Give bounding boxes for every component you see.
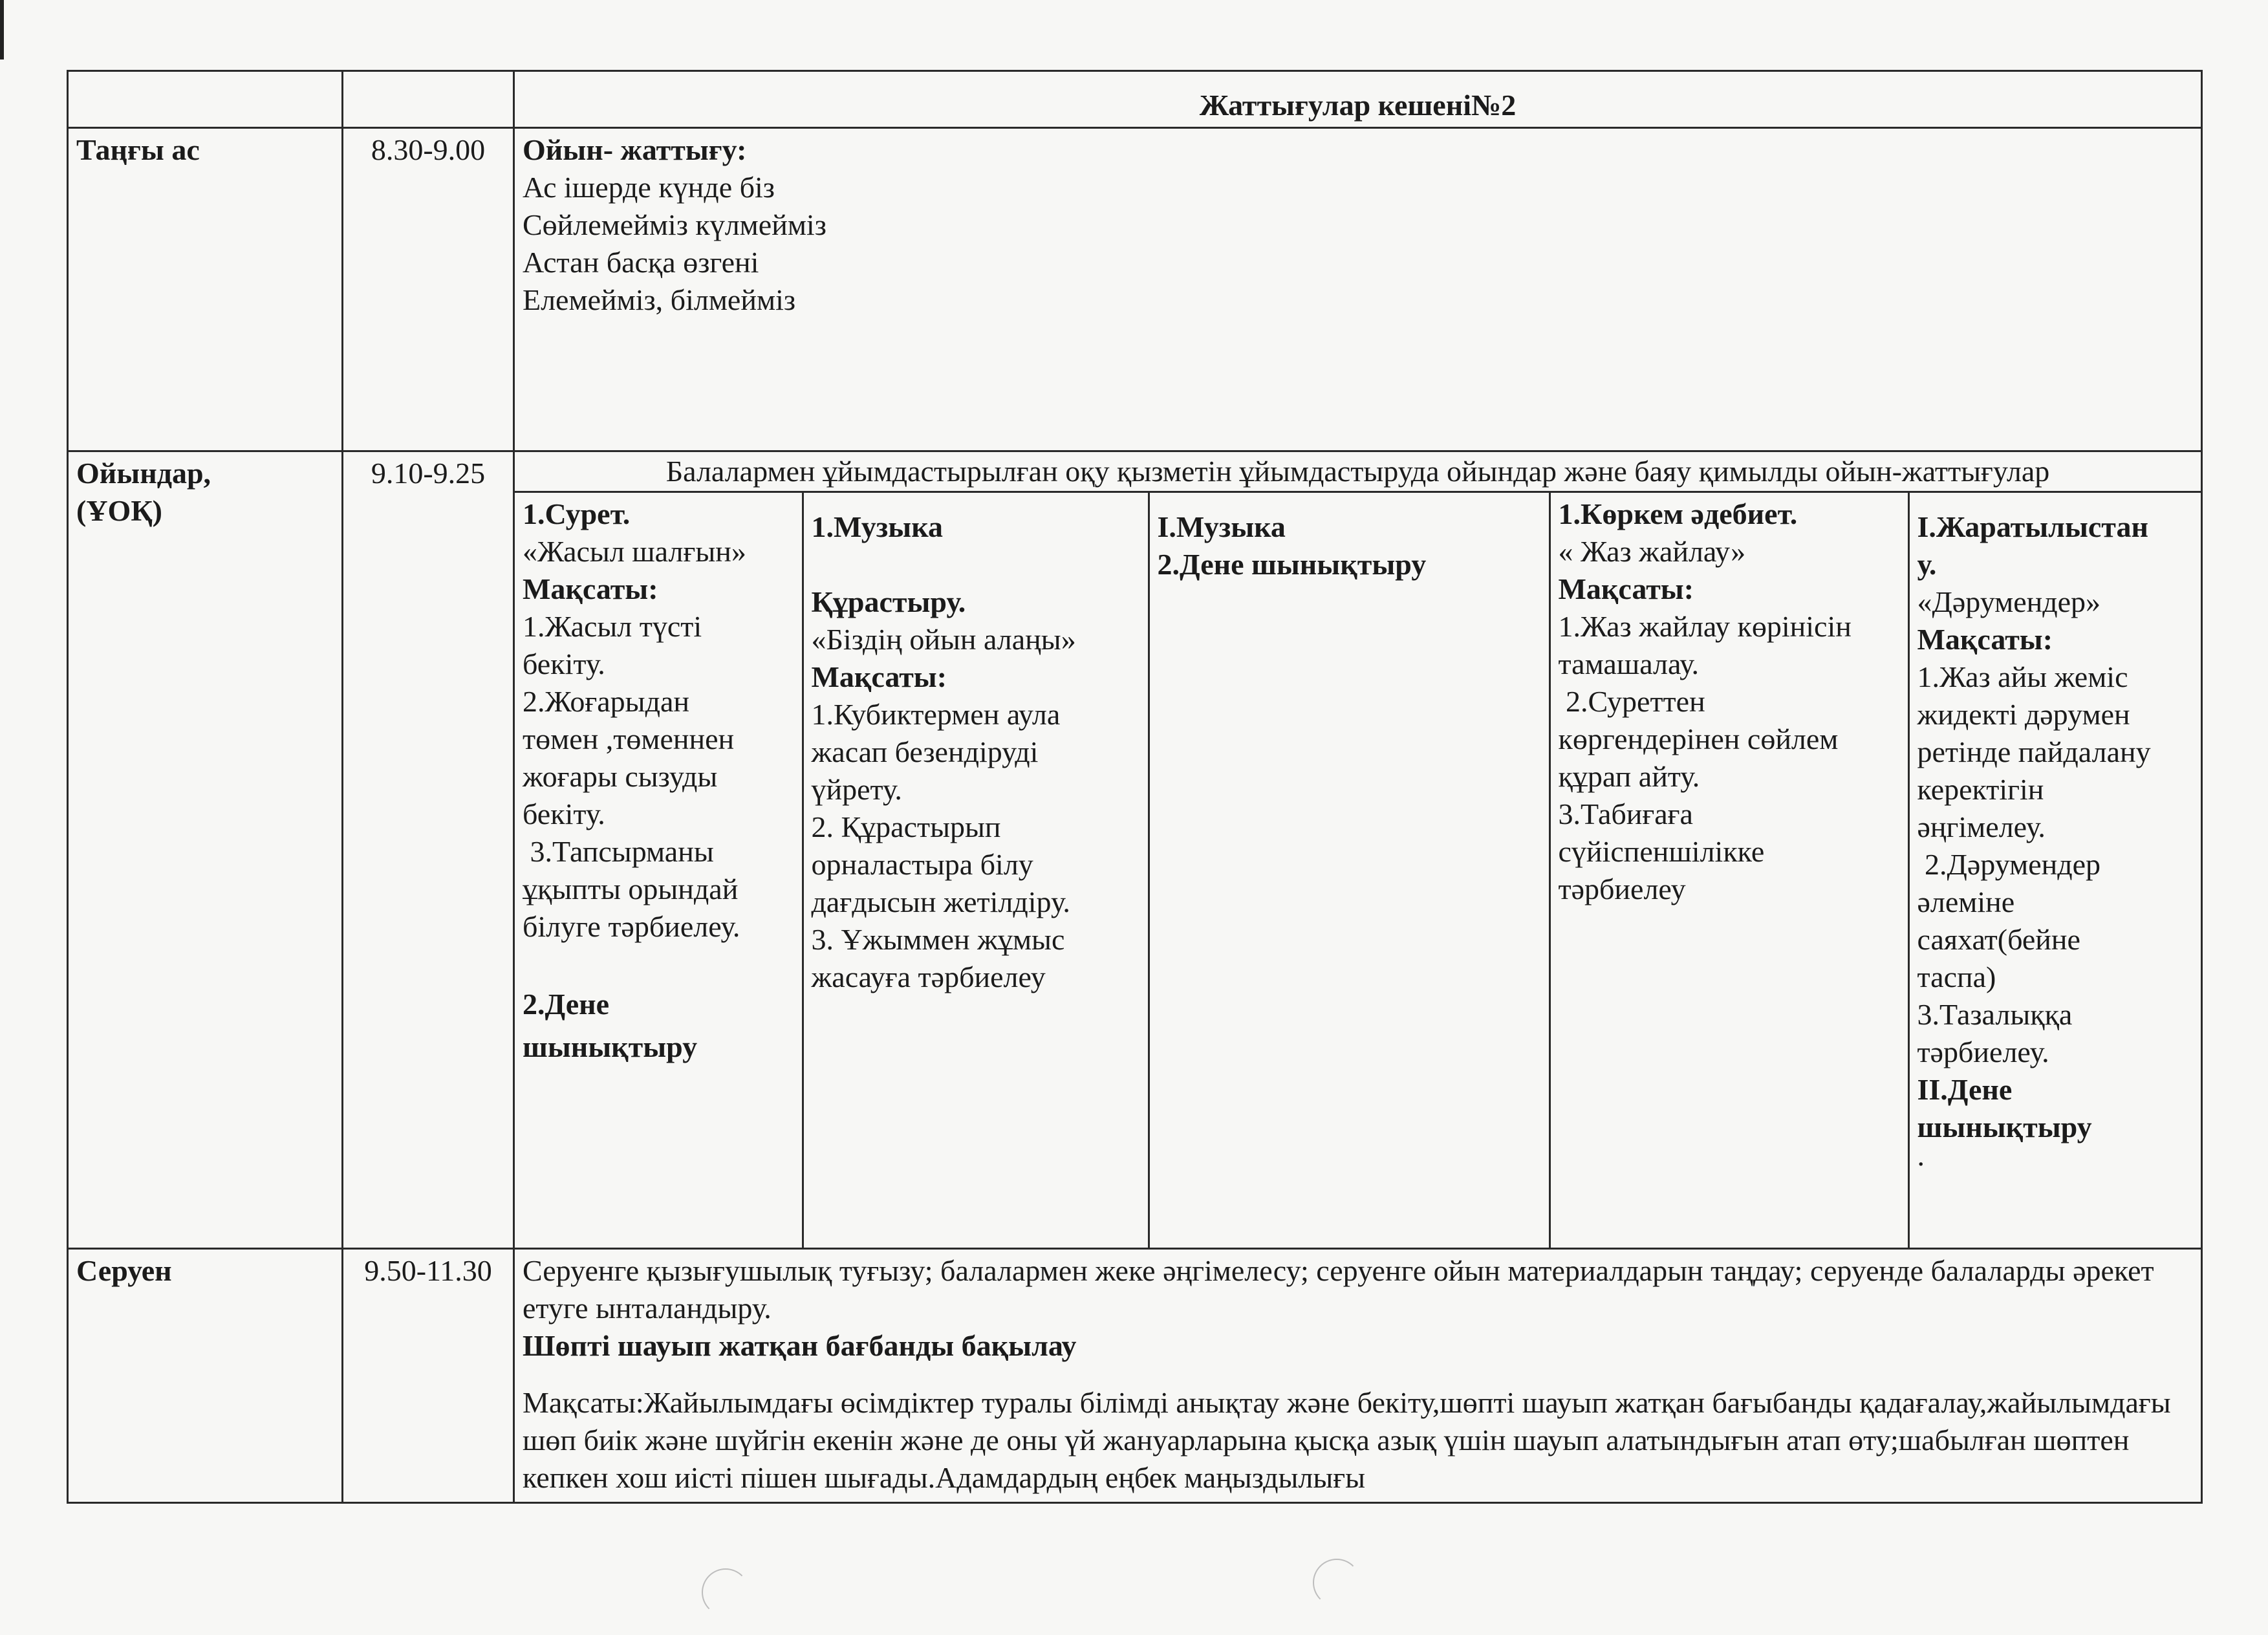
breakfast-time: 8.30-9.00 [343,128,514,451]
walk-intro: Серуенге қызығушылық туғызу; балалармен жеке әңгімелесу; серуенге ойын материалдарын таңдау; серуенде балаларды әрекет етуге ынталандыру. [523,1254,2154,1325]
walk-content [514,1249,2202,1503]
binder-hole-left [702,1568,750,1616]
goal-item: құрап айту. [1558,760,1700,793]
breakfast-heading: Ойын- жаттығу: [523,133,747,166]
scan-edge-mark [0,0,4,60]
breakfast-content [514,128,2202,451]
walk-goal: Мақсаты:Жайылымдағы өсімдіктер туралы білімді анықтау және бекіту,шөпті шауып жатқан бағыбанды қадағалау,жайылымдағы шөп биік және шүйгін екенін және де оны үй жануарларына қысқа азық үшін шауып алатындығын атап өту;шабылған шөптен кепкен хош иісті пішен шығады.Адамдардың еңбек маңыздылығы [523,1386,2171,1494]
rhyme-line: Елемейміз, білмейміз [523,283,796,316]
lesson-topic: «Жасыл шалғын» [523,535,746,568]
lesson-column-4 [1550,493,1908,1248]
lesson-topic: « Жаз жайлау» [1558,535,1746,568]
goal-item: тәрбиелеу. [1917,1035,2049,1068]
goal-item: 2. Құрастырып [811,810,1001,843]
games-content [514,451,2202,1249]
goal-item: 3.Тапсырманы [523,835,714,868]
goal-item: тәрбиелеу [1558,872,1686,905]
lesson-subtitle: Құрастыру. [811,585,966,618]
goal-item: 1.Жасыл түсті [523,610,702,643]
goal-item: төмен ,төменнен [523,722,735,755]
exercise-complex-title: Жаттығулар кешені№2 [514,71,2202,128]
extra-subject: II.Дене [1917,1073,2013,1106]
goal-label: Мақсаты: [811,660,947,693]
goal-item: орналастыра білу [811,848,1033,881]
walk-time: 9.50-11.30 [343,1249,514,1503]
goal-item: жидекті дәрумен [1917,698,2130,731]
games-banner: Балалармен ұйымдастырылған оқу қызметін ұйымдастыруда ойындар және баяу қимылды ойын-жаттығулар [515,452,2201,493]
lesson-topic: «Біздің ойын алаңы» [811,623,1076,656]
goal-item: сүйіспеншілікке [1558,835,1765,868]
goal-item: әңгімелеу. [1917,810,2046,843]
rhyme-line: Сөйлемейміз күлмейміз [523,208,826,241]
schedule-table [67,70,2203,1504]
lesson-column-5 [1908,493,2202,1248]
goal-item: ұқыпты орындай [523,872,739,905]
goal-item: бекіту. [523,647,605,680]
lesson-topic: «Дәрумендер» [1917,585,2101,618]
rhyme-line: Астан басқа өзгені [523,246,759,279]
goal-item: білуге тәрбиелеу. [523,910,740,943]
extra-subject: шынықтыру [523,1030,698,1063]
goal-label: Мақсаты: [1558,572,1694,605]
goal-item: керектігін [1917,773,2044,806]
header-cell-empty-2 [343,71,514,128]
lesson-title: 1.Сурет. [523,497,631,530]
header-cell-empty-1 [68,71,343,128]
goal-label: Мақсаты: [523,572,658,605]
breakfast-label: Таңғы ас [68,128,343,451]
breakfast-row [68,128,2202,451]
goal-item: тамашалау. [1558,647,1699,680]
lesson-title: 2.Дене шынықтыру [1157,548,1427,581]
goal-item: үйрету. [811,773,902,806]
goal-item: 3.Тазалыққа [1917,998,2073,1031]
lesson-column-3 [1149,493,1550,1248]
extra-subject: шынықтыру [1917,1110,2092,1143]
goal-item: жасауға тәрбиелеу [811,960,1046,993]
games-label [68,451,343,1249]
lesson-title: I.Музыка [1157,510,1286,543]
walk-row [68,1249,2202,1503]
lesson-title: I.Жаратылыстан [1917,510,2148,543]
lesson-title: 1.Көркем әдебиет. [1558,497,1798,530]
lesson-title: у. [1917,548,1937,581]
goal-item: 1.Жаз жайлау көрінісін [1558,610,1852,643]
goal-item: 2.Дәрумендер [1917,848,2101,881]
header-row [68,71,2202,128]
goal-item: саяхат(бейне [1917,923,2080,956]
extra-subject: 2.Дене [523,988,610,1021]
walk-heading: Шөпті шауып жатқан бағбанды бақылау [523,1329,1077,1362]
goal-item: 2.Суреттен [1558,685,1705,718]
games-time: 9.10-9.25 [343,451,514,1249]
lesson-column-1 [515,493,803,1248]
goal-item: 1.Кубиктермен аула [811,698,1061,731]
goal-item: 3. Ұжыммен жұмыс [811,923,1065,956]
goal-item: таспа) [1917,960,1996,993]
binder-hole-right [1313,1559,1361,1607]
goal-item: әлеміне [1917,885,2015,918]
games-label-line1: Ойындар, [76,457,211,490]
goal-item: ретінде пайдалану [1917,735,2151,768]
goal-item: көргендерінен сөйлем [1558,722,1839,755]
goal-item: 2.Жоғарыдан [523,685,690,718]
walk-label: Серуен [68,1249,343,1503]
lesson-title: 1.Музыка [811,510,944,543]
lesson-columns [515,493,2202,1248]
trailing-dot: . [1917,1139,1925,1172]
goal-item: жасап безендіруді [811,735,1039,768]
goal-item: дағдысын жетілдіру. [811,885,1070,918]
goal-item: жоғары сызуды [523,760,718,793]
games-label-line2: (ҰОҚ) [76,494,162,527]
goal-label: Мақсаты: [1917,623,2053,656]
rhyme-line: Ас ішерде күнде біз [523,171,775,204]
games-row [68,451,2202,1249]
goal-item: бекіту. [523,797,605,830]
goal-item: 1.Жаз айы жеміс [1917,660,2128,693]
goal-item: 3.Табиғаға [1558,797,1693,830]
lesson-column-2 [803,493,1149,1248]
